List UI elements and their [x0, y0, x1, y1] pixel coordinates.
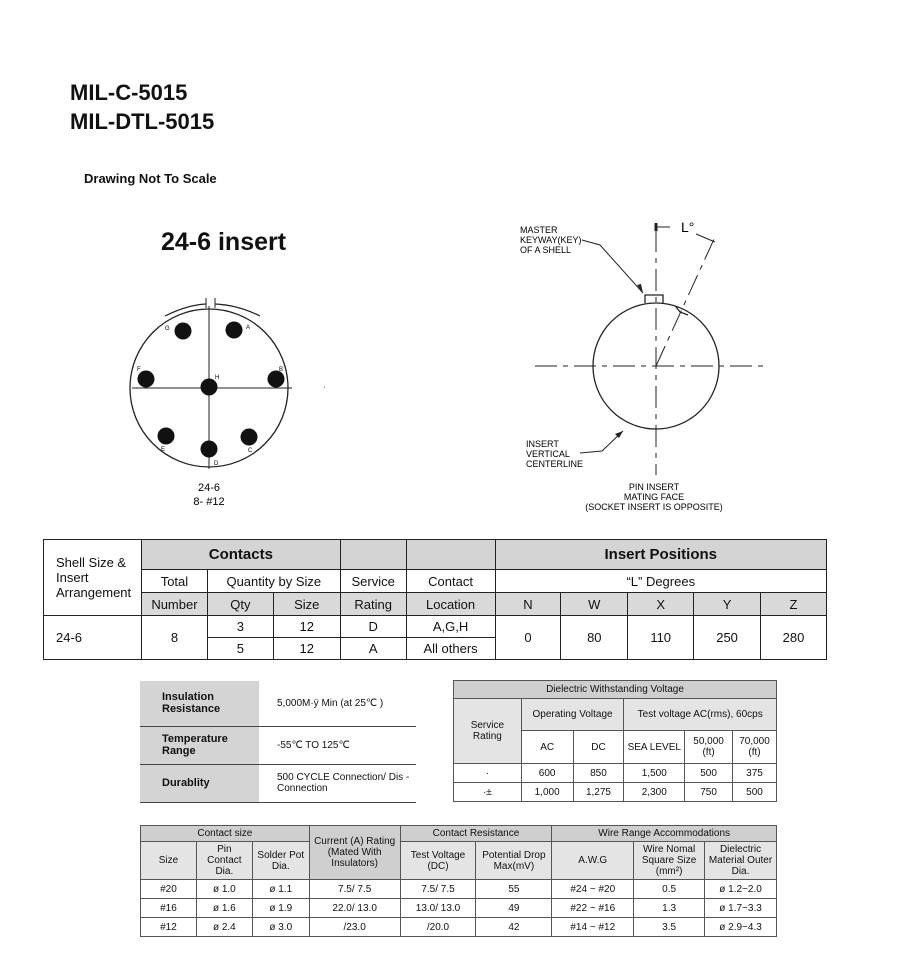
svg-text:C: C: [248, 448, 253, 454]
insert-face-drawing: [120, 295, 330, 515]
svg-text:G: G: [165, 326, 170, 332]
pin-b: [268, 367, 285, 388]
title-line-2: MIL-DTL-5015: [70, 109, 215, 134]
pos-n-header: N: [495, 593, 561, 616]
angle-label: L°: [681, 219, 695, 235]
wire-range-header: Wire Range Accommodations: [552, 826, 777, 842]
contact-header: Contact: [406, 570, 495, 593]
alt1-header: 50,000 (ft): [685, 731, 733, 764]
pos-z-header: Z: [761, 593, 827, 616]
size-header: Size: [273, 593, 340, 616]
table-row: #12 ø 2.4 ø 3.0 /23.0 /20.0 42 #14 ~ #12 3.5 ø 2.9~4.3: [141, 918, 777, 937]
table-row: #20 ø 1.0 ø 1.1 7.5/ 7.5 7.5/ 7.5 55 #24 ~ #20 0.5 ø 1.2~2.0: [141, 880, 777, 899]
table-row: Insulation Resistance 5,000M·ÿ Min (at 25℃ ): [140, 681, 416, 726]
dielectric-table: [453, 680, 777, 802]
master-keyway-label: [520, 225, 582, 255]
insert-caption-2: 8- #12: [193, 496, 225, 508]
potential-drop-header: Potential Drop Max(mV): [476, 842, 552, 880]
ac-header: AC: [521, 731, 573, 764]
master-keyway: [645, 295, 663, 303]
wire-square-size-header: Wire Nomal Square Size (mm²): [634, 842, 705, 880]
title-line-1: MIL-C-5015: [70, 80, 188, 105]
pos-x-header: X: [628, 593, 694, 616]
insert-arrangement-table: [43, 539, 827, 660]
svg-text:INSERT: INSERT: [526, 439, 559, 449]
svg-text:PIN INSERT: PIN INSERT: [628, 482, 680, 492]
insert-position-drawing: [510, 215, 790, 520]
svg-text:MATING FACE: MATING FACE: [623, 492, 685, 502]
svg-text:OF A SHELL: OF A SHELL: [520, 245, 572, 255]
service-header: Service: [340, 570, 406, 593]
qty-by-size-header: Quantity by Size: [207, 570, 340, 593]
number-header: Number: [141, 593, 207, 616]
rating-header: Rating: [340, 593, 406, 616]
svg-text:D: D: [214, 461, 219, 467]
total-header: Total: [141, 570, 207, 593]
l-degrees-header: “L” Degrees: [495, 570, 826, 593]
test-voltage-dc-header: Test Voltage (DC): [400, 842, 476, 880]
table-row: 24-6 8 3 12 D A,G,H 0 80 110 250 280: [44, 616, 827, 638]
pin-c: [241, 429, 258, 455]
contacts-header: Contacts: [141, 540, 340, 570]
insert-caption-1: 24-6: [197, 482, 221, 494]
insert-centerline-label: [526, 439, 583, 469]
contact-size-table: [140, 825, 777, 937]
svg-text:(SOCKET INSERT IS OPPOSITE): (SOCKET INSERT IS OPPOSITE): [585, 502, 723, 512]
location-header: Location: [406, 593, 495, 616]
page-title: [70, 78, 214, 136]
current-rating-header: Current (A) Rating (Mated With Insulators): [309, 826, 400, 880]
awg-header: A.W.G: [552, 842, 634, 880]
contact-resistance-header: Contact Resistance: [400, 826, 552, 842]
dielectric-od-header: Dielectric Material Outer Dia.: [705, 842, 777, 880]
insert-positions-header: Insert Positions: [495, 540, 826, 570]
pin-h: [201, 375, 220, 396]
qty-header: Qty: [207, 593, 273, 616]
svg-text:H: H: [215, 375, 220, 381]
pos-w-header: W: [561, 593, 628, 616]
size-header: Size: [141, 842, 197, 880]
table-row: #16 ø 1.6 ø 1.9 22.0/ 13.0 13.0/ 13.0 49 #22 ~ #16 1.3 ø 1.7~3.3: [141, 899, 777, 918]
table-row: Temperature Range -55℃ TO 125℃: [140, 726, 416, 764]
test-voltage-header: Test voltage AC(rms), 60cps: [624, 699, 777, 731]
mating-face-label: [585, 482, 723, 512]
table-row: · 600 850 1,500 500 375: [454, 764, 777, 783]
pin-a: [226, 322, 251, 339]
pin-dia-header: Pin Contact Dia.: [196, 842, 252, 880]
pin-e: [158, 428, 175, 454]
operating-voltage-header: Operating Voltage: [521, 699, 624, 731]
svg-text:E: E: [161, 447, 166, 453]
dc-header: DC: [573, 731, 624, 764]
pos-y-header: Y: [694, 593, 761, 616]
pin-g: [165, 323, 192, 340]
sea-level-header: SEA LEVEL: [624, 731, 685, 764]
solder-dia-header: Solder Pot Dia.: [252, 842, 309, 880]
table-row: Durablity 500 CYCLE Connection/ Dis - Connection: [140, 764, 416, 802]
dielectric-title: Dielectric Withstanding Voltage: [454, 681, 777, 699]
table-row: 5 12 A All others: [44, 638, 827, 660]
svg-text:CENTERLINE: CENTERLINE: [526, 459, 584, 469]
svg-text:MASTER: MASTER: [520, 225, 558, 235]
alt2-header: 70,000 (ft): [733, 731, 777, 764]
svg-text:KEYWAY(KEY): KEYWAY(KEY): [520, 235, 582, 245]
service-rating-header: Service Rating: [454, 699, 522, 764]
shell-size-header: Shell Size & Insert Arrangement: [44, 540, 142, 616]
insert-heading: 24-6 insert: [161, 228, 287, 256]
svg-text:VERTICAL: VERTICAL: [526, 449, 570, 459]
pin-d: [201, 441, 220, 468]
table-row: ·± 1,000 1,275 2,300 750 500: [454, 783, 777, 802]
insert-rotation-line: [656, 237, 715, 366]
properties-table: [140, 681, 416, 803]
svg-text:B: B: [279, 367, 284, 373]
svg-text:A: A: [246, 325, 251, 331]
contact-size-header: Contact size: [141, 826, 310, 842]
pin-f: [137, 367, 155, 388]
drawing-note: Drawing Not To Scale: [84, 171, 217, 186]
svg-text:F: F: [137, 367, 141, 373]
